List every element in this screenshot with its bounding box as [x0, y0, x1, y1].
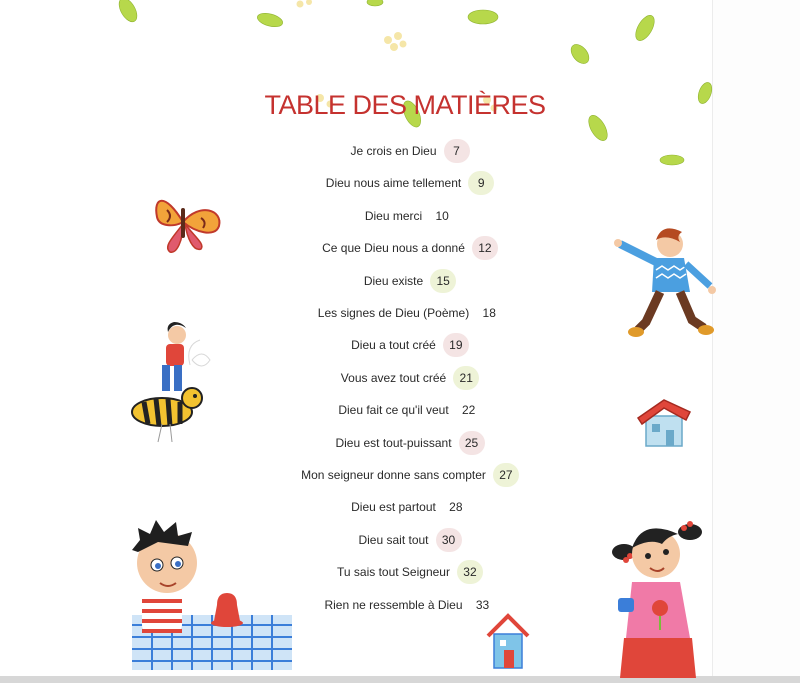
toc-entry	[250, 560, 570, 584]
toc-entry-title: Mon seigneur donne sans compter	[301, 468, 486, 482]
toc-entry-page-number: 30	[436, 528, 462, 552]
boy-at-table-illustration	[112, 505, 297, 670]
house-illustration	[636, 396, 692, 452]
toc-entry	[250, 528, 570, 552]
toc-entry	[250, 301, 570, 325]
butterfly-illustration	[145, 182, 225, 262]
toc-entry	[250, 366, 570, 390]
toc-entry-page-number: 18	[482, 306, 496, 320]
toc-entry-page-number: 12	[472, 236, 498, 260]
toc-entry	[250, 463, 570, 487]
toc-entry-title: Dieu existe	[363, 273, 424, 288]
page-title: TABLE DES MATIÈRES	[264, 90, 546, 121]
boy-pointing-illustration	[612, 222, 722, 342]
toc-entry-title: Ce que Dieu nous a donné	[322, 241, 465, 256]
toc-entry-title: Vous avez tout créé	[340, 370, 447, 385]
toc-entry	[250, 495, 570, 519]
toc-entry-title: Dieu a tout créé	[351, 338, 436, 353]
toc-entry-title: Dieu est tout-puissant	[335, 435, 452, 450]
toc-entry	[250, 204, 570, 228]
toc-entry	[250, 431, 570, 455]
toc-entry-title: Je crois en Dieu	[350, 144, 437, 158]
toc-entry-page-number: 28	[449, 500, 463, 515]
toc-entry	[250, 236, 570, 260]
toc-entry-title: Dieu merci	[364, 208, 423, 223]
toc-entry	[250, 269, 570, 293]
toc-entry-title: Dieu sait tout	[358, 532, 429, 547]
girl-with-cup-illustration	[604, 508, 714, 678]
toc-entry-page-number: 10	[435, 208, 449, 223]
boy-on-bee-illustration	[122, 320, 222, 450]
toc-entry-page-number: 19	[443, 333, 469, 357]
toc-entry-page-number: 32	[457, 560, 483, 584]
toc-entry	[250, 171, 570, 195]
toc-entry	[250, 333, 570, 357]
toc-entry-page-number: 22	[461, 403, 476, 418]
toc-entry-title: Tu sais tout Seigneur	[337, 565, 450, 580]
toc-entry-page-number: 7	[444, 139, 470, 163]
toc-entry-title: Les signes de Dieu (Poème)	[317, 306, 470, 320]
toc-entry	[250, 139, 570, 163]
toc-entry-page-number: 15	[430, 269, 456, 293]
toc-entry-title: Dieu fait ce qu'il veut	[338, 403, 449, 418]
toc-entry-page-number: 21	[453, 366, 479, 390]
toc-entry-page-number: 27	[493, 463, 519, 487]
toc-entry-page-number: 9	[468, 171, 494, 195]
toc-entry	[250, 398, 570, 422]
toc-entry-title: Rien ne ressemble à Dieu	[324, 597, 463, 612]
toc-entry-title: Dieu est partout	[351, 500, 436, 515]
toc-entry-page-number: 33	[475, 597, 490, 612]
toc-entry-title: Dieu nous aime tellement	[325, 176, 462, 191]
toc-entry-page-number: 25	[459, 431, 485, 455]
small-house-illustration	[486, 612, 532, 672]
